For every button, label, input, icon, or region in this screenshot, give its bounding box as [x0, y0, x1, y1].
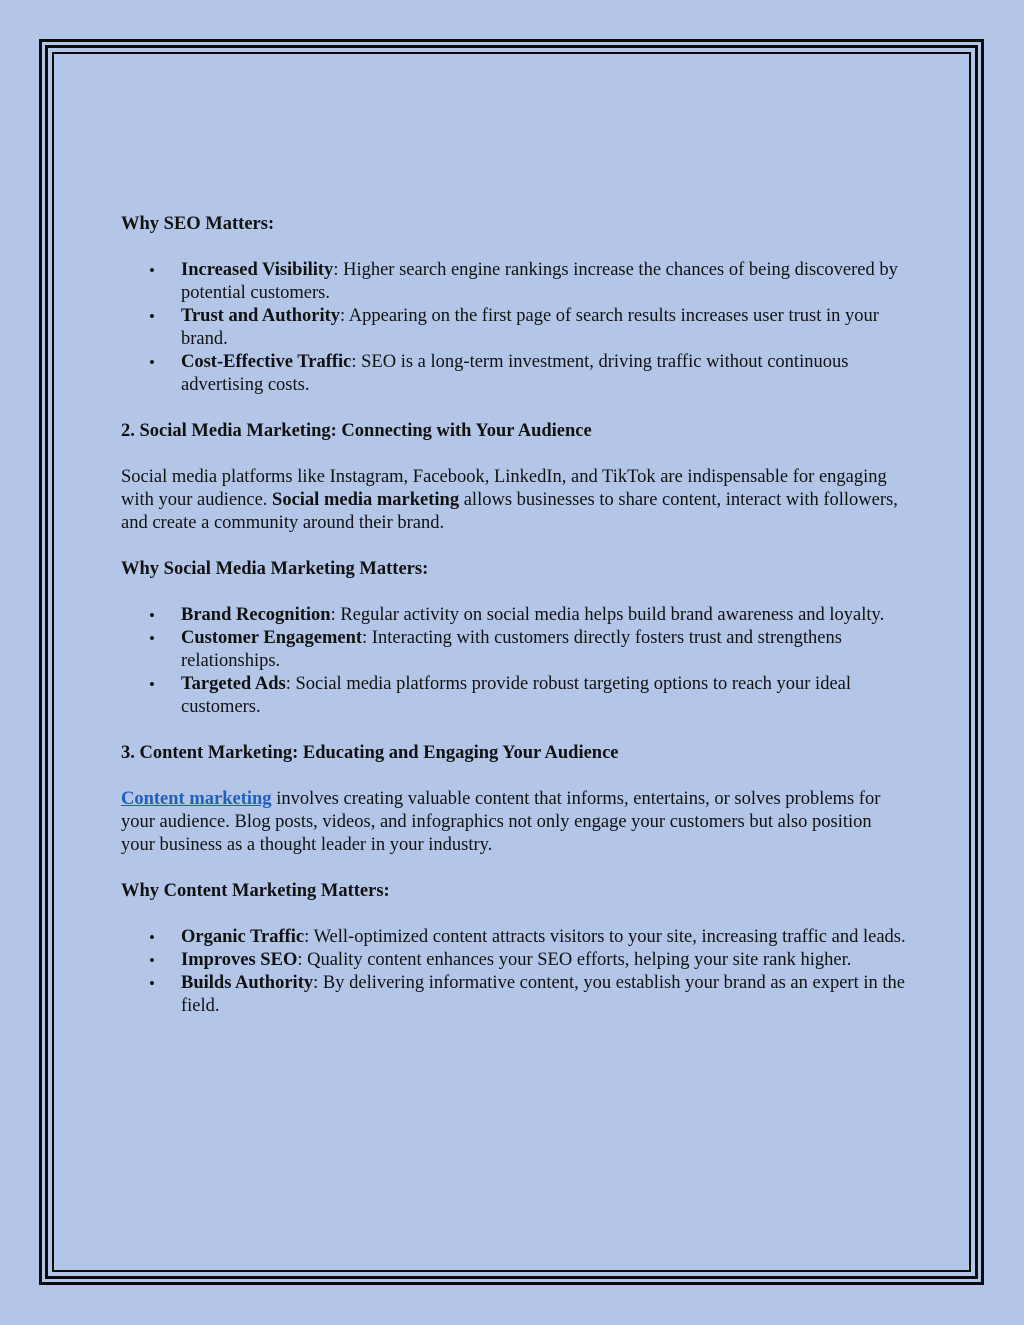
list-item [181, 259, 906, 305]
bullet-term: Targeted Ads [181, 674, 286, 694]
bullet-term: Cost-Effective Traffic [181, 352, 352, 372]
social-heading: 2. Social Media Marketing: Connecting with Your Audience [121, 421, 592, 441]
bullet-term: Brand Recognition [181, 605, 331, 625]
list-item [181, 627, 906, 673]
bullet-desc: : SEO is a long-term investment, driving traffic without continuous advertising costs. [181, 352, 849, 395]
bullet-desc: : Regular activity on social media helps build brand awareness and loyalty. [330, 605, 885, 625]
social-para-after: allows businesses to share content, interact with followers, and create a community around their brand. [121, 490, 898, 533]
bullet-desc: : By delivering informative content, you establish your brand as an expert in the field. [181, 973, 905, 1016]
social-why-heading: Why Social Media Marketing Matters: [121, 559, 429, 579]
bullet-term: Organic Traffic [181, 927, 305, 947]
social-bullet-list [121, 604, 906, 719]
list-item [181, 949, 906, 972]
content-paragraph [121, 788, 906, 857]
bullet-term: Improves SEO [181, 950, 298, 970]
social-paragraph [121, 466, 906, 535]
content-bullet-list [121, 926, 906, 1018]
bullet-desc: : Appearing on the first page of search results increases user trust in your brand. [181, 306, 879, 349]
seo-bullet-list [121, 259, 906, 397]
content-why-heading: Why Content Marketing Matters: [121, 881, 390, 901]
bullet-term: Customer Engagement [181, 628, 363, 648]
bullet-desc: : Interacting with customers directly fosters trust and strengthens relationships. [181, 628, 842, 671]
bullet-term: Builds Authority [181, 973, 314, 993]
document-body [121, 213, 906, 1041]
bullet-desc: : Higher search engine rankings increase the chances of being discovered by potential customers. [181, 260, 898, 303]
list-item [181, 972, 906, 1018]
list-item [181, 305, 906, 351]
list-item [181, 673, 906, 719]
social-para-before: Social media platforms like Instagram, Facebook, LinkedIn, and TikTok are indispensable for engaging with your audience. [121, 467, 887, 510]
bullet-term: Increased Visibility [181, 260, 334, 280]
bullet-desc: : Social media platforms provide robust targeting options to reach your ideal customers. [181, 674, 852, 717]
list-item [181, 351, 906, 397]
seo-why-heading: Why SEO Matters: [121, 214, 275, 234]
bullet-desc: : Well-optimized content attracts visitors to your site, increasing traffic and leads. [304, 927, 906, 947]
social-para-bold: Social media marketing [272, 490, 460, 510]
list-item [181, 604, 906, 627]
bullet-desc: : Quality content enhances your SEO efforts, helping your site rank higher. [297, 950, 852, 970]
content-para-after: involves creating valuable content that informs, entertains, or solves problems for your audience. Blog posts, videos, and infographics not only engage your customers but also position your business as a thought leader in your industry. [121, 789, 881, 855]
bullet-term: Trust and Authority [181, 306, 340, 326]
list-item [181, 926, 906, 949]
content-marketing-link[interactable]: Content marketing [121, 789, 272, 809]
content-heading: 3. Content Marketing: Educating and Engaging Your Audience [121, 743, 619, 763]
